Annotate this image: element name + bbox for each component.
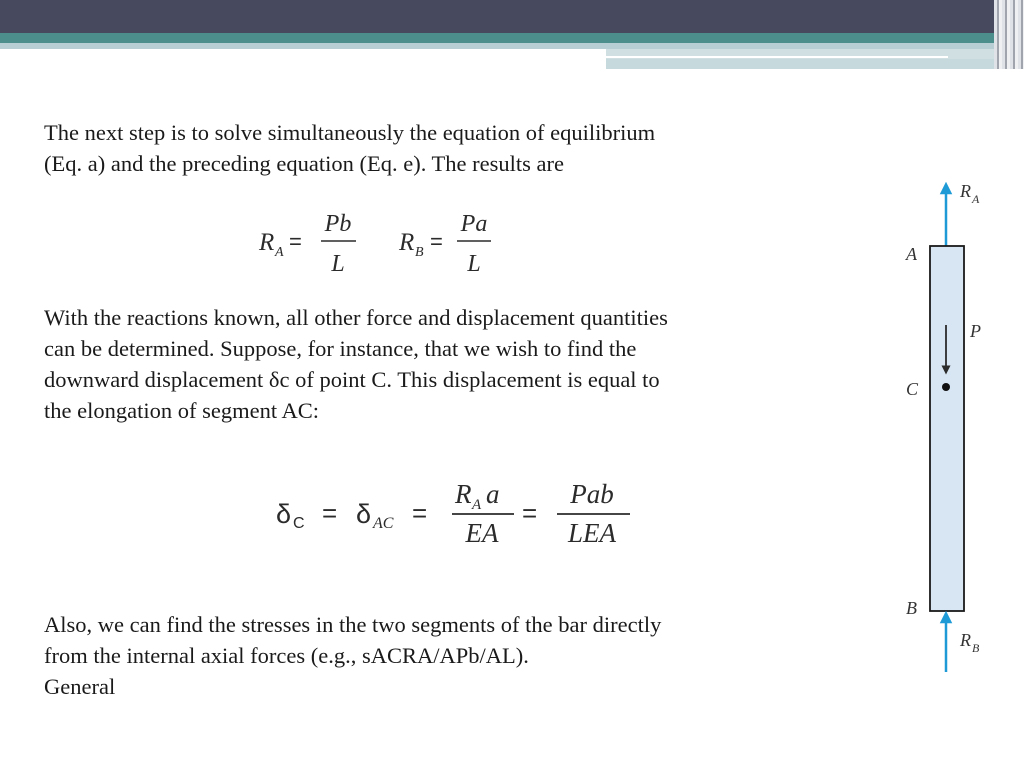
intro-paragraph xyxy=(44,117,655,179)
frac1-numerator-sub: A xyxy=(472,497,482,513)
delta-c-subscript: C xyxy=(293,515,305,532)
frac1-numerator-a: a xyxy=(486,479,500,509)
frac2-denominator: LEA xyxy=(567,518,617,548)
frac1-numerator-r: R xyxy=(455,479,472,509)
point-c-label: C xyxy=(906,379,919,399)
stresses-paragraph xyxy=(44,609,661,702)
bar-diagram xyxy=(890,170,1020,680)
header-stripes-decoration xyxy=(994,0,1024,69)
reaction-b-label: R xyxy=(960,630,971,650)
ra-subscript: A xyxy=(275,245,284,260)
point-a-label: A xyxy=(906,244,917,264)
equals-sign: = xyxy=(522,498,538,528)
text-line: General xyxy=(44,674,116,699)
reactions-known-paragraph xyxy=(44,302,668,426)
delta-ac-symbol: δ xyxy=(356,499,372,529)
rb-symbol: R xyxy=(399,229,415,256)
header-bar-teal xyxy=(0,33,1024,43)
text-line: downward displacement δc of point C. This displacement is equal to xyxy=(44,367,660,392)
ra-numerator: Pb xyxy=(324,211,352,237)
reaction-a-subscript: A xyxy=(972,192,980,206)
rb-equals: = xyxy=(430,229,443,254)
text-line: The next step is to solve simultaneously the equation of equilibrium xyxy=(44,120,656,145)
text-line: With the reactions known, all other force and displacement quantities xyxy=(44,305,668,330)
reaction-a-label: R xyxy=(960,181,971,201)
rb-equation xyxy=(398,211,491,277)
header-accent-band-lower xyxy=(606,59,1024,69)
text-line: from the internal axial forces (e.g., sACRA/APb/AL). xyxy=(44,643,529,668)
rb-subscript: B xyxy=(415,245,424,260)
ra-denominator: L xyxy=(331,251,345,277)
text-line: (Eq. a) and the preceding equation (Eq. e). The results are xyxy=(44,151,564,176)
rb-numerator: Pa xyxy=(460,211,488,237)
delta-c-symbol: δ xyxy=(276,499,292,529)
load-p-label: P xyxy=(970,321,981,341)
displacement-equation xyxy=(274,476,644,556)
bar-body xyxy=(930,246,964,611)
text-line: Also, we can find the stresses in the two segments of the bar directly xyxy=(44,612,662,637)
text-line: can be determined. Suppose, for instance, that we wish to find the xyxy=(44,336,637,361)
point-b-label: B xyxy=(906,598,917,618)
rb-denominator: L xyxy=(467,251,481,277)
ra-equation xyxy=(258,211,356,277)
reaction-b-subscript: B xyxy=(972,641,980,655)
frac1-denominator: EA xyxy=(465,518,499,548)
frac2-numerator: Pab xyxy=(570,479,614,509)
text-line: the elongation of segment AC: xyxy=(44,398,319,423)
delta-ac-subscript: AC xyxy=(373,515,394,532)
equals-sign: = xyxy=(412,498,428,528)
point-c-marker xyxy=(942,383,950,391)
ra-equals: = xyxy=(289,229,302,254)
reaction-equations xyxy=(255,205,505,280)
header-accent-line xyxy=(606,56,948,58)
ra-symbol: R xyxy=(259,229,275,256)
equals-sign: = xyxy=(322,498,338,528)
header-bar-dark xyxy=(0,0,1024,33)
